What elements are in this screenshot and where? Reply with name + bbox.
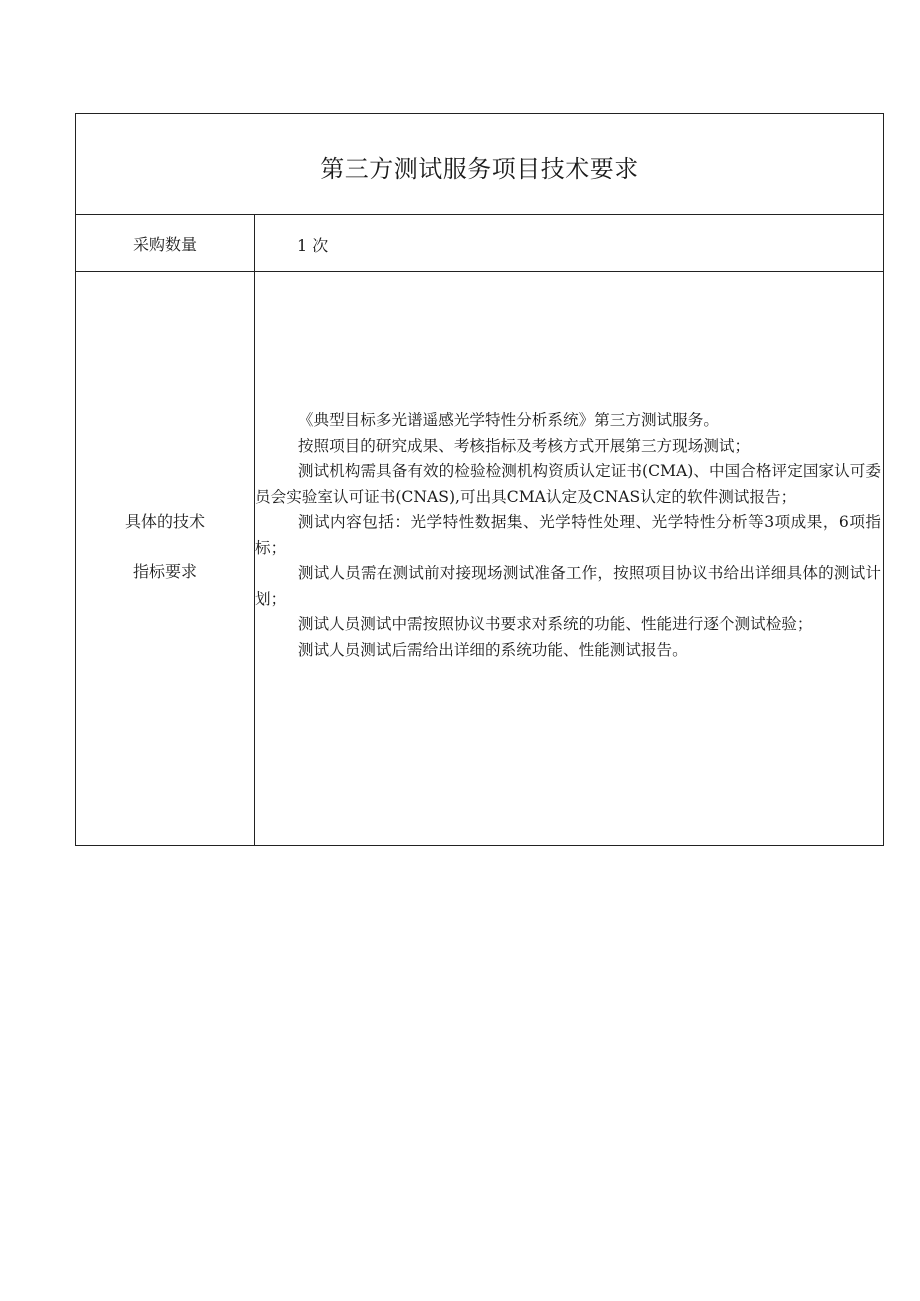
quantity-value-cell	[255, 215, 883, 271]
specs-row	[76, 272, 883, 845]
spec-paragraph: 按照项目的研究成果、考核指标及考核方式开展第三方现场测试；	[297, 436, 751, 455]
quantity-row	[76, 215, 883, 272]
spec-paragraph: 《典型目标多光谱遥感光学特性分析系统》第三方测试服务。	[297, 411, 719, 429]
specs-value-cell	[255, 272, 883, 845]
quantity-label: 采购数量	[132, 234, 197, 254]
specs-label-line-1: 具体的技术	[124, 511, 205, 531]
specs-label-cell	[76, 272, 255, 845]
specs-text	[255, 408, 883, 663]
document-title: 第三方测试服务项目技术要求	[320, 154, 639, 183]
title-row	[76, 114, 883, 215]
quantity-value: 1 次	[297, 236, 329, 255]
spec-paragraph: 测试人员需在测试前对接现场测试准备工作，按照项目协议书给出详细具体的测试计划；	[255, 564, 881, 608]
requirements-table	[75, 113, 884, 846]
spec-paragraph: 测试内容包括：光学特性数据集、光学特性处理、光学特性分析等3项成果，6项指标；	[255, 513, 881, 557]
spec-paragraph: 测试机构需具备有效的检验检测机构资质认定证书(CMA)、中国合格评定国家认可委员会实验室认可证书(CNAS),可出具CMA认定及CNAS认定的软件测试报告；	[255, 462, 881, 506]
specs-label-line-2: 指标要求	[132, 561, 197, 581]
spec-paragraph: 测试人员测试后需给出详细的系统功能、性能测试报告。	[297, 640, 688, 659]
spec-paragraph: 测试人员测试中需按照协议书要求对系统的功能、性能进行逐个测试检验；	[297, 615, 813, 633]
quantity-label-cell	[76, 215, 255, 271]
